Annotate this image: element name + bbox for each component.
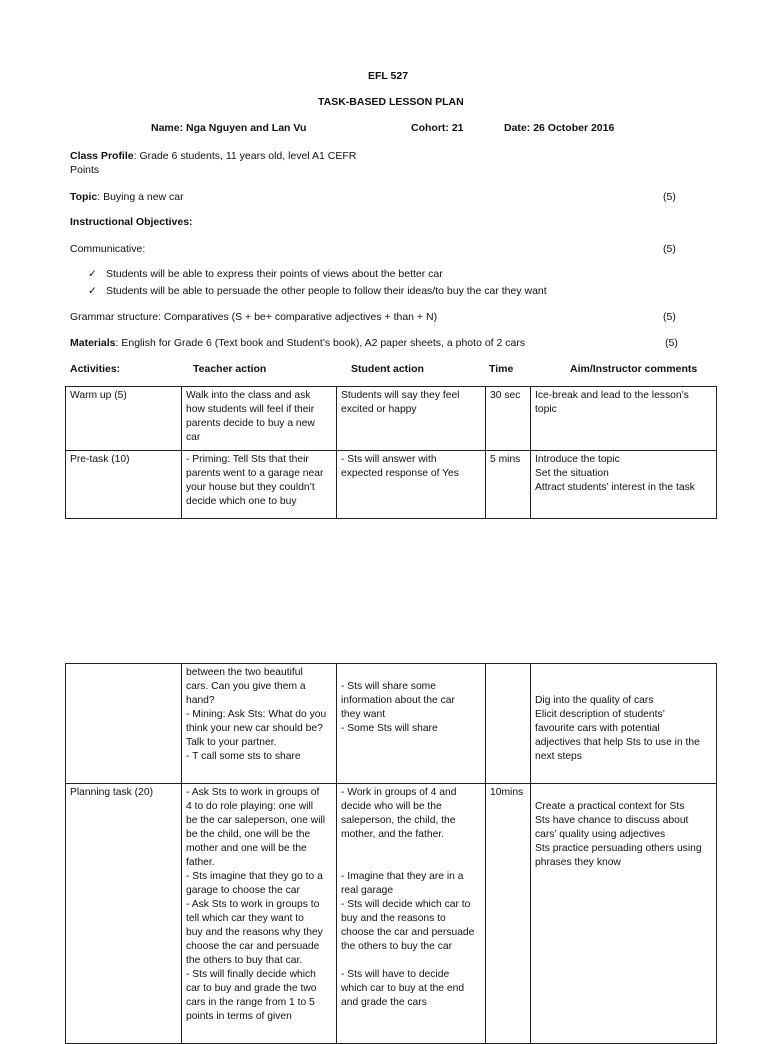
materials-points: (5) (665, 337, 678, 349)
cell-text-line: decide who will be the (341, 801, 442, 812)
cell-text-line: 30 sec (490, 390, 521, 401)
spacer (535, 680, 712, 694)
cell-text-line: father. (186, 857, 215, 868)
cell-text-line: next steps (535, 751, 582, 762)
activity-cell (66, 784, 182, 1044)
cell-text-line: Create a practical context for Sts (535, 801, 685, 812)
class-profile-value: : Grade 6 students, 11 years old, level A1 CEFR (133, 150, 357, 162)
grammar-structure: Grammar structure: Comparatives (S + be+ comparative adjectives + than + N) (70, 311, 438, 323)
cell-text-line: phrases they know (535, 857, 621, 868)
cell-text-line: which car to buy at the end (341, 983, 465, 994)
student-action-cell (337, 387, 486, 451)
materials-line (70, 337, 525, 349)
aim-cell (531, 784, 717, 1044)
cell-text-line: choose the car and persuade (341, 927, 475, 938)
cell-text-line: buy and the reasons to (341, 913, 446, 924)
cell-text-line: - Work in groups of 4 and (341, 787, 457, 798)
lesson-plan-table-2 (65, 663, 717, 1044)
cell-text-line: - Mining: Ask Sts: What do you (186, 709, 327, 720)
time-cell (486, 784, 531, 1044)
teacher-action-cell (182, 451, 337, 519)
cell-text-line: Introduce the topic (535, 454, 620, 465)
objectives-label: Instructional Objectives (70, 216, 190, 228)
header-activities: Activities: (70, 363, 121, 375)
materials-label: Materials (70, 337, 116, 349)
activity-cell (66, 387, 182, 451)
time-cell (486, 387, 531, 451)
course-code: EFL 527 (368, 70, 409, 82)
spacer (535, 666, 712, 680)
date-label: Date: (504, 122, 531, 134)
student-action-cell (337, 664, 486, 784)
date-value: 26 October 2016 (533, 122, 615, 134)
class-profile-label: Class Profile (70, 150, 134, 162)
cell-text-line: - Sts will share some (341, 681, 436, 692)
date-line (504, 122, 614, 134)
cell-text-line: car to buy and grade the two (186, 983, 317, 994)
cell-text-line: your house but they couldn’t (186, 482, 315, 493)
document-title: TASK-BASED LESSON PLAN (318, 96, 464, 108)
cell-text-line: 4 to do role playing: one will (186, 801, 314, 812)
cell-text-line: buy and the reasons why they (186, 927, 323, 938)
objective-item (88, 268, 443, 280)
header-student-action: Student action (351, 363, 424, 375)
cell-text-line: Sts practice persuading others using (535, 843, 702, 854)
cell-text-line: parents decide to buy a new (186, 418, 315, 429)
cell-text-line: Sts have chance to discuss about (535, 815, 689, 826)
cell-text-line: Set the situation (535, 468, 609, 479)
communicative-points: (5) (663, 243, 676, 255)
cell-text-line: Pre-task (10) (70, 454, 130, 465)
cell-text-line: they want (341, 709, 386, 720)
cell-text-line: - Ask Sts to work in groups to (186, 899, 320, 910)
grammar-points: (5) (663, 311, 676, 323)
cell-text-line: Students will say they feel (341, 390, 460, 401)
cell-text-line: cars’ quality using adjectives (535, 829, 666, 840)
cell-text-line: real garage (341, 885, 394, 896)
time-cell (486, 451, 531, 519)
header-time: Time (489, 363, 514, 375)
cell-text-line: be the child, one will be the (186, 829, 311, 840)
cell-text-line: how students will feel if their (186, 404, 315, 415)
cell-text-line: 10mins (490, 787, 524, 798)
cell-text-line: - Some Sts will share (341, 723, 438, 734)
checkmark-icon: ✓ (88, 285, 97, 297)
cell-text-line: Ice-break and lead to the lesson’s (535, 390, 689, 401)
name-label: Name: (151, 122, 184, 134)
teacher-action-cell (182, 784, 337, 1044)
cell-text-line: cars. Can you give them a (186, 681, 306, 692)
cell-text-line: - T call some sts to share (186, 751, 301, 762)
cell-text-line: favourite cars with potential (535, 723, 660, 734)
lesson-plan-table-1 (65, 386, 717, 519)
cell-text-line: Walk into the class and ask (186, 390, 311, 401)
objective-text: Students will be able to persuade the other people to follow their ideas/to buy the car they want (106, 285, 547, 297)
cell-text-line: be the car saleperson, one will (186, 815, 326, 826)
cell-text-line: Talk to your partner. (186, 737, 277, 748)
cohort-line (411, 122, 464, 134)
table-row (66, 451, 717, 519)
cell-text-line: between the two beautiful (186, 667, 303, 678)
cell-text-line: saleperson, the child, the (341, 815, 456, 826)
cell-text-line: mother, and the father. (341, 829, 445, 840)
cell-text-line: the others to buy the car (341, 941, 453, 952)
cell-text-line: - Imagine that they are in a (341, 871, 464, 882)
name-line (151, 122, 306, 134)
cell-text-line: information about the car (341, 695, 455, 706)
aim-cell (531, 664, 717, 784)
spacer (341, 842, 481, 856)
header-teacher-action: Teacher action (193, 363, 267, 375)
spacer (535, 786, 712, 800)
header-aim-comments: Aim/Instructor comments (570, 363, 698, 375)
table-row (66, 784, 717, 1044)
table-row (66, 387, 717, 451)
communicative-label: Communicative: (70, 243, 146, 255)
checkmark-icon: ✓ (88, 268, 97, 280)
activity-cell (66, 664, 182, 784)
cell-text-line: expected response of Yes (341, 468, 459, 479)
materials-value: : English for Grade 6 (Text book and Student’s book), A2 paper sheets, a photo of 2 cars (115, 337, 526, 349)
topic-line (70, 191, 184, 203)
table-row (66, 664, 717, 784)
topic-value: : Buying a new car (97, 191, 184, 203)
class-profile (70, 150, 356, 162)
cell-text-line: and grade the cars (341, 997, 427, 1008)
cell-text-line: think your new car should be? (186, 723, 323, 734)
activity-cell (66, 451, 182, 519)
spacer (341, 856, 481, 870)
time-cell (486, 664, 531, 784)
cell-text-line: tell which car they want to (186, 913, 304, 924)
cohort-value: 21 (451, 122, 464, 134)
teacher-action-cell (182, 664, 337, 784)
cell-text-line: hand? (186, 695, 215, 706)
spacer (341, 954, 481, 968)
cell-text-line: - Priming: Tell Sts that their (186, 454, 309, 465)
cell-text-line: decide which one to buy (186, 496, 297, 507)
cell-text-line: adjectives that help Sts to use in the (535, 737, 700, 748)
cell-text-line: topic (535, 404, 557, 415)
cell-text-line: - Sts will have to decide (341, 969, 450, 980)
student-action-cell (337, 784, 486, 1044)
aim-cell (531, 387, 717, 451)
cell-text-line: - Sts imagine that they go to a (186, 871, 323, 882)
topic-points: (5) (663, 191, 676, 203)
cell-text-line: Elicit description of students’ (535, 709, 665, 720)
teacher-action-cell (182, 387, 337, 451)
cell-text-line: Planning task (20) (70, 787, 153, 798)
cell-text-line: - Sts will answer with (341, 454, 437, 465)
cohort-label: Cohort: (411, 122, 449, 134)
cell-text-line: car (186, 432, 201, 443)
spacer (341, 666, 481, 680)
topic-label: Topic (70, 191, 98, 203)
objective-text: Students will be able to express their points of views about the better car (106, 268, 443, 280)
cell-text-line: 5 mins (490, 454, 521, 465)
aim-cell (531, 451, 717, 519)
cell-text-line: the others to buy that car. (186, 955, 303, 966)
objectives-suffix: : (189, 216, 193, 228)
objectives-heading (70, 216, 193, 228)
cell-text-line: - Ask Sts to work in groups of (186, 787, 320, 798)
cell-text-line: Warm up (5) (70, 390, 127, 401)
cell-text-line: excited or happy (341, 404, 417, 415)
cell-text-line: mother and one will be the (186, 843, 307, 854)
cell-text-line: parents went to a garage near (186, 468, 324, 479)
student-action-cell (337, 451, 486, 519)
cell-text-line: - Sts will decide which car to (341, 899, 471, 910)
name-value: Nga Nguyen and Lan Vu (186, 122, 307, 134)
cell-text-line: cars in the range from 1 to 5 (186, 997, 315, 1008)
cell-text-line: Dig into the quality of cars (535, 695, 654, 706)
objective-item (88, 285, 547, 297)
cell-text-line: Attract students’ interest in the task (535, 482, 695, 493)
cell-text-line: garage to choose the car (186, 885, 300, 896)
cell-text-line: points in terms of given (186, 1011, 292, 1022)
cell-text-line: choose the car and persuade (186, 941, 320, 952)
cell-text-line: - Sts will finally decide which (186, 969, 316, 980)
points-label: Points (70, 164, 100, 176)
